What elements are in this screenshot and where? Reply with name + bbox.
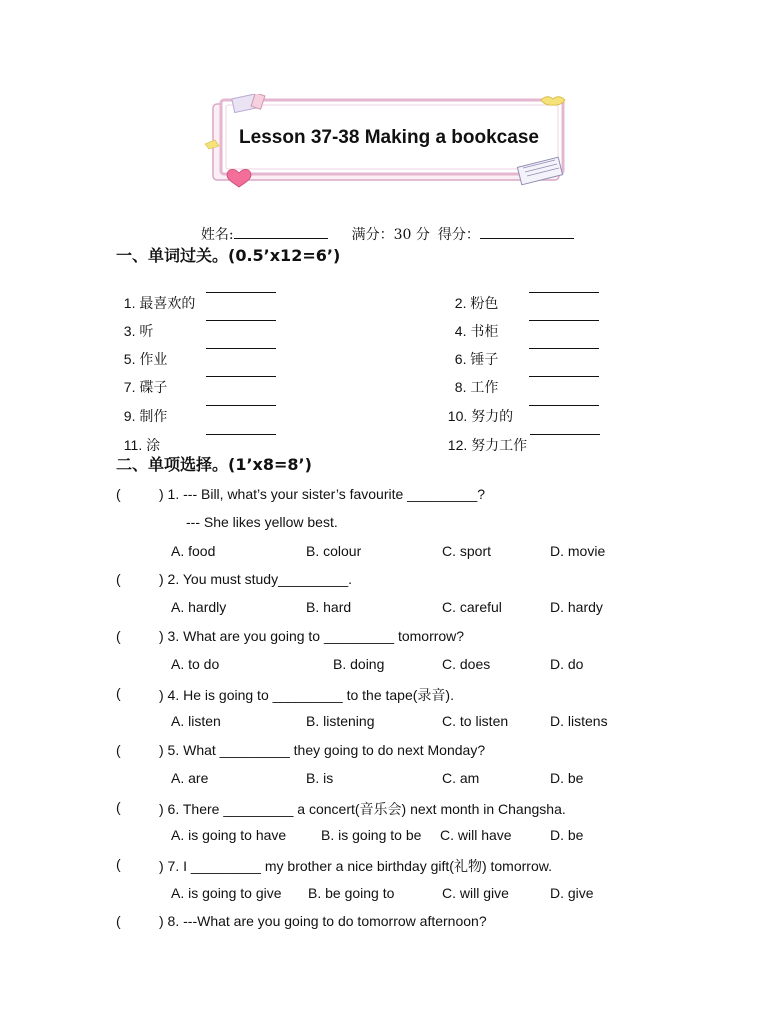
vocab-number: 12. — [447, 437, 468, 453]
answer-paren[interactable]: ( — [116, 486, 121, 502]
vocab-number: 10. — [447, 408, 468, 424]
vocab-item — [116, 305, 154, 340]
vocab-item — [447, 333, 499, 368]
answer-blank[interactable] — [529, 308, 599, 321]
vocab-number: 11. — [123, 437, 143, 453]
vocab-term: 最喜欢的 — [139, 296, 196, 312]
answer-blank[interactable] — [530, 422, 600, 435]
option-d[interactable]: D. movie — [550, 543, 606, 559]
name-label: 姓名: — [200, 227, 234, 243]
question-text: ) 4. He is going to _________ to the tape(录音). — [159, 687, 454, 703]
answer-blank[interactable] — [206, 336, 276, 349]
vocab-term: 努力的 — [471, 409, 514, 425]
vocab-number: 2. — [454, 295, 467, 311]
answer-blank[interactable] — [529, 336, 599, 349]
answer-blank[interactable] — [206, 280, 276, 293]
vocab-term: 努力工作 — [471, 438, 528, 454]
bow-icon — [541, 97, 565, 105]
option-d[interactable]: D. hardy — [550, 599, 603, 615]
option-d[interactable]: D. be — [550, 770, 584, 786]
answer-blank[interactable] — [529, 364, 599, 377]
answer-paren[interactable]: ( — [116, 685, 121, 701]
answer-paren[interactable]: ( — [116, 742, 121, 758]
vocab-term: 制作 — [139, 409, 168, 425]
vocab-item — [447, 305, 499, 340]
vocab-number: 1. — [123, 295, 136, 311]
vocab-item — [116, 390, 168, 425]
student-info-line — [192, 208, 574, 244]
vocab-number: 7. — [123, 379, 136, 395]
question-text: ) 1. --- Bill, what’s your sister’s favourite _________? — [159, 486, 486, 502]
score-label: 得分： — [437, 227, 480, 243]
page-title: Lesson 37-38 Making a bookcase — [239, 127, 539, 148]
vocab-term: 涂 — [146, 438, 161, 454]
vocab-item — [447, 361, 499, 396]
option-a[interactable]: A. food — [171, 543, 216, 559]
vocab-number: 6. — [454, 351, 467, 367]
vocab-number: 3. — [123, 323, 136, 339]
vocab-item — [116, 277, 196, 312]
option-b[interactable]: B. hard — [306, 599, 352, 615]
section2-heading: 二、单项选择。(1’x8=8’) — [116, 455, 312, 474]
full-marks-label: 满分：30 分 — [351, 227, 430, 243]
answer-blank[interactable] — [529, 280, 599, 293]
question-text: ) 2. You must study_________. — [159, 571, 353, 587]
option-c[interactable]: C. does — [442, 656, 491, 672]
vocab-number: 4. — [454, 323, 467, 339]
vocab-term: 听 — [139, 324, 154, 340]
vocab-number: 8. — [454, 379, 467, 395]
vocab-item — [440, 390, 514, 425]
answer-blank[interactable] — [206, 364, 276, 377]
option-a[interactable]: A. is going to give — [171, 885, 282, 901]
option-b[interactable]: B. colour — [306, 543, 362, 559]
answer-paren[interactable]: ( — [116, 913, 121, 929]
name-blank[interactable] — [234, 226, 328, 239]
score-blank[interactable] — [480, 226, 574, 239]
question-text: ) 6. There _________ a concert(音乐会) next month in Changsha. — [159, 801, 566, 817]
option-a[interactable]: A. listen — [171, 713, 221, 729]
vocab-term: 书柜 — [470, 324, 499, 340]
question-text-continued: --- She likes yellow best. — [186, 514, 338, 530]
vocab-term: 碟子 — [139, 380, 168, 396]
option-d[interactable]: D. do — [550, 656, 584, 672]
vocab-number: 9. — [123, 408, 136, 424]
question-text: ) 8. ---What are you going to do tomorrow afternoon? — [159, 913, 487, 929]
question-text: ) 3. What are you going to _________ tomorrow? — [159, 628, 465, 644]
option-b[interactable]: B. is going to be — [321, 827, 422, 843]
vocab-term: 粉色 — [470, 296, 499, 312]
vocab-number: 5. — [123, 351, 136, 367]
vocab-item — [116, 361, 168, 396]
option-b[interactable]: B. is — [306, 770, 334, 786]
answer-blank[interactable] — [206, 308, 276, 321]
title-banner — [203, 94, 575, 188]
answer-paren[interactable]: ( — [116, 856, 121, 872]
option-a[interactable]: A. are — [171, 770, 209, 786]
option-a[interactable]: A. to do — [171, 656, 220, 672]
answer-blank[interactable] — [206, 393, 276, 406]
option-c[interactable]: C. will have — [440, 827, 512, 843]
vocab-term: 锤子 — [470, 352, 499, 368]
answer-paren[interactable]: ( — [116, 571, 121, 587]
option-c[interactable]: C. to listen — [442, 713, 509, 729]
answer-paren[interactable]: ( — [116, 628, 121, 644]
vocab-item — [116, 333, 168, 368]
vocab-item — [440, 419, 528, 454]
option-d[interactable]: D. be — [550, 827, 584, 843]
option-b[interactable]: B. listening — [306, 713, 375, 729]
option-c[interactable]: C. am — [442, 770, 480, 786]
section1-heading: 一、单词过关。(0.5’x12=6’) — [116, 246, 341, 265]
option-a[interactable]: A. is going to have — [171, 827, 287, 843]
answer-paren[interactable]: ( — [116, 799, 121, 815]
question-text: ) 7. I _________ my brother a nice birthday gift(礼物) tomorrow. — [159, 858, 552, 874]
option-c[interactable]: C. will give — [442, 885, 509, 901]
option-d[interactable]: D. listens — [550, 713, 608, 729]
question-text: ) 5. What _________ they going to do next Monday? — [159, 742, 486, 758]
vocab-term: 作业 — [139, 352, 168, 368]
vocab-item — [116, 419, 161, 454]
option-b[interactable]: B. be going to — [308, 885, 395, 901]
answer-blank[interactable] — [206, 422, 276, 435]
answer-blank[interactable] — [529, 393, 599, 406]
option-d[interactable]: D. give — [550, 885, 594, 901]
option-a[interactable]: A. hardly — [171, 599, 227, 615]
option-c[interactable]: C. sport — [442, 543, 492, 559]
option-b[interactable]: B. doing — [333, 656, 385, 672]
option-c[interactable]: C. careful — [442, 599, 502, 615]
vocab-term: 工作 — [470, 380, 499, 396]
vocab-item — [447, 277, 499, 312]
